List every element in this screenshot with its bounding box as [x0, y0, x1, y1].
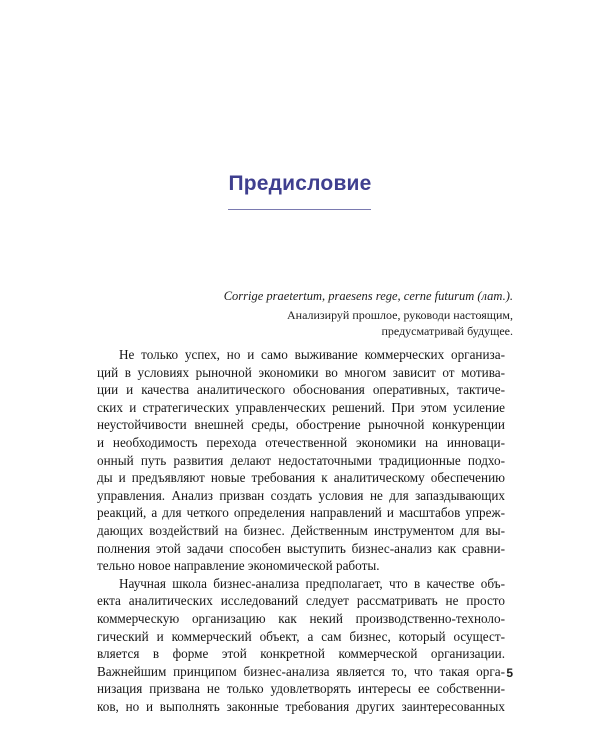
text-line: Научная школа бизнес-анализа предполагает, что в качестве объ- — [119, 575, 505, 591]
text-line: неустойчивости внешней среды, обострение рыночной конкуренции — [97, 417, 505, 433]
text-line: Важнейшим принципом бизнес-анализа является то, что такая орга- — [97, 663, 505, 679]
text-line: низация призвана не только удовлетворять интересы ее собственни- — [97, 681, 505, 697]
epigraph-latin-quote: Corrige praetertum, praesens rege, cerne futurum (лат.). — [223, 289, 513, 303]
text-line: гический и коммерческий объект, а сам бизнес, который осущест- — [97, 628, 505, 644]
text-line: ции и качества аналитического обоснования оперативных, тактиче- — [97, 382, 505, 398]
text-line: тельно новое направление экономической работы. — [97, 558, 380, 574]
epigraph-translation-line: Анализируй прошлое, руководи настоящим, — [286, 308, 513, 322]
text-line: дающих воздействий на бизнес. Действенным инструментом для вы- — [97, 522, 505, 538]
title-underline — [228, 209, 371, 210]
paragraph-2 — [97, 575, 505, 716]
text-line: коммерческую организацию как некий производственно-техноло- — [97, 610, 505, 626]
body-text — [97, 346, 505, 715]
text-line: и необходимость перехода отечественной экономики на инноваци- — [97, 434, 505, 450]
epigraph-translation-line: предусматривай будущее. — [381, 324, 513, 338]
text-line: полнения этой задачи способен выступить бизнес-анализ как сравни- — [97, 540, 505, 556]
text-line: реакций, а для четкого определения направлений и масштабов упреж- — [97, 505, 505, 521]
text-line: управления. Анализ призван создать условия не для запаздывающих — [97, 487, 505, 503]
text-line: вляется в форме этой конкретной коммерческой организации. — [97, 646, 505, 662]
epigraph-translation — [173, 307, 513, 339]
text-line: ций в условиях рыночной экономики во многом зависит от мотива- — [97, 364, 505, 380]
text-line: ских и стратегических управленческих решений. При этом усиление — [97, 399, 505, 415]
page-number: 5 — [506, 666, 513, 680]
epigraph — [173, 288, 513, 339]
text-line: Не только успех, но и само выживание коммерческих организа- — [119, 347, 505, 362]
text-line: онный путь развития делают недостаточными традиционные подхо- — [97, 452, 505, 468]
text-line: екта аналитических исследований следует рассматривать не просто — [97, 593, 505, 609]
chapter-title: Предисловие — [228, 172, 372, 195]
text-line: ков, но и выполнять законные требования других заинтересованных — [97, 698, 505, 714]
text-line: ды и предъявляют новые требования к аналитическому обеспечению — [97, 470, 505, 486]
paragraph-1 — [97, 346, 505, 575]
